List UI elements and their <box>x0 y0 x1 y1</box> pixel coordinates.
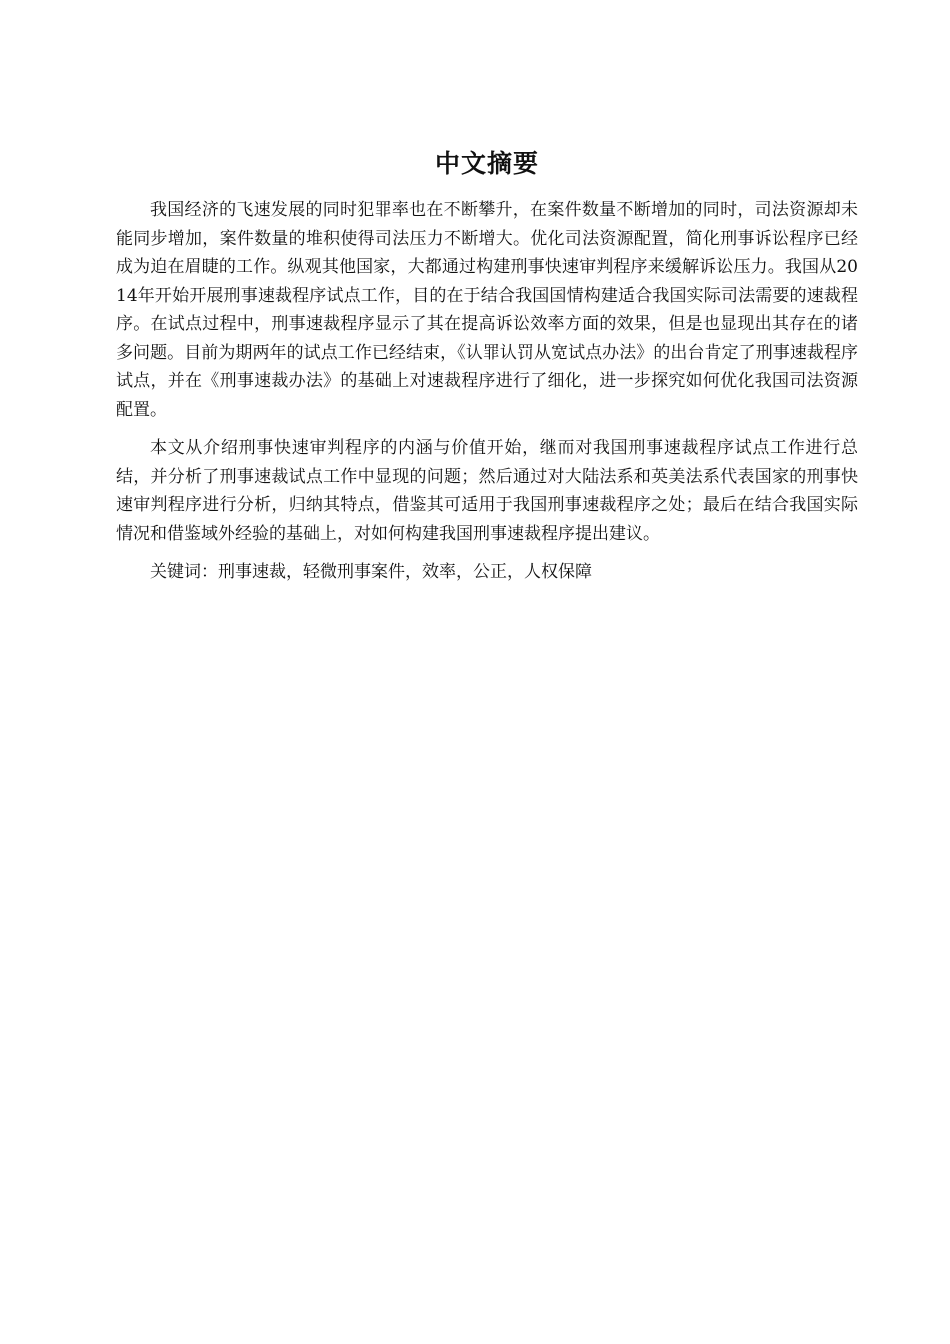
abstract-title: 中文摘要 <box>434 149 539 178</box>
abstract-paragraph-2: 本文从介绍刑事快速审判程序的内涵与价值开始，继而对我国刑事速裁程序试点工作进行总结，并分析了刑事速裁试点工作中显现的问题；然后通过对大陆法系和英美法系代表国家的刑事快速审判程序进行分析，归纳其特点，借鉴其可适用于我国刑事速裁程序之处；最后在结合我国实际情况和借鉴域外经验的基础上，对如何构建我国刑事速裁程序提出建议。 <box>116 438 858 544</box>
abstract-section <box>116 146 858 587</box>
abstract-paragraph-1: 我国经济的飞速发展的同时犯罪率也在不断攀升，在案件数量不断增加的同时，司法资源却未能同步增加，案件数量的堆积使得司法压力不断增大。优化司法资源配置，简化刑事诉讼程序已经成为迫在眉睫的工作。纵观其他国家，大都通过构建刑事快速审判程序来缓解诉讼压力。我国从2014年开始开展刑事速裁程序试点工作，目的在于结合我国国情构建适合我国实际司法需要的速裁程序。在试点过程中，刑事速裁程序显示了其在提高诉讼效率方面的效果，但是也显现出其存在的诸多问题。目前为期两年的试点工作已经结束，《认罪认罚从宽试点办法》的出台肯定了刑事速裁程序试点，并在《刑事速裁办法》的基础上对速裁程序进行了细化，进一步探究如何优化我国司法资源配置。 <box>116 200 858 420</box>
keywords-label: 关键词： <box>150 562 218 582</box>
keywords-text: 刑事速裁，轻微刑事案件，效率，公正，人权保障 <box>218 562 592 582</box>
keywords-line <box>116 558 858 587</box>
